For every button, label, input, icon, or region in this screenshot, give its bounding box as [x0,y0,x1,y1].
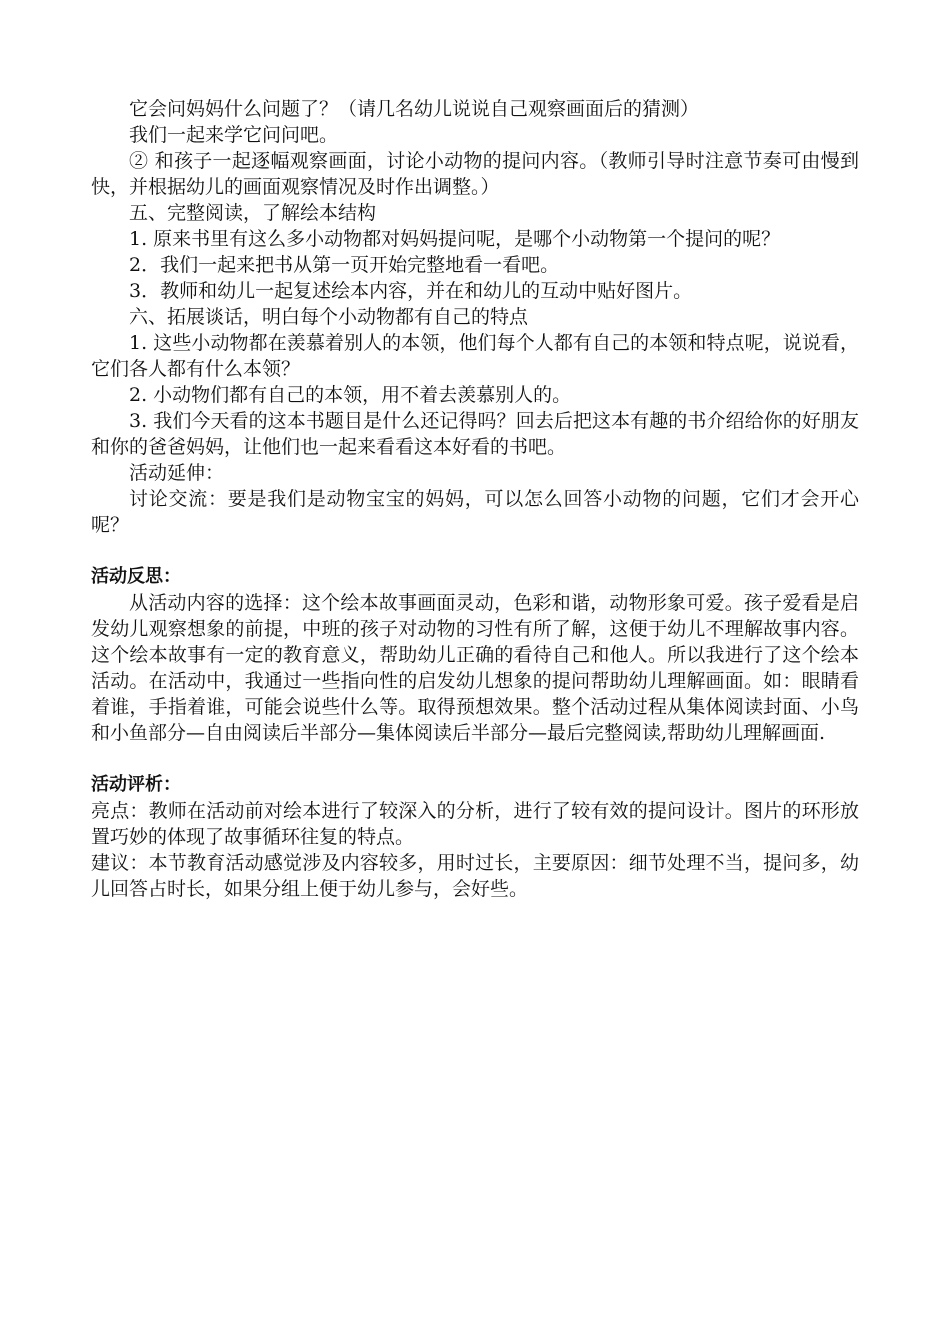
reflection-heading: 活动反思： [91,566,181,587]
spacer [91,538,859,564]
section-six-item-3: 3. 我们今天看的这本书题目是什么还记得吗？回去后把这本有趣的书介绍给你的好朋友和你的爸爸妈妈，让他们也一起来看看这本好看的书吧。 [91,410,859,458]
section-five-title: 五、完整阅读，了解绘本结构 [129,202,377,224]
paragraph-learn-together: 我们一起来学它问问吧。 [129,124,339,146]
section-six-item-1: 1. 这些小动物都在羡慕着别人的本领，他们每个人都有自己的本领和特点呢，说说看，它们各人都有什么本领？ [91,332,859,380]
evaluation-heading: 活动评析： [91,774,181,795]
section-six-item-2: 2. 小动物们都有自己的本领，用不着去羡慕别人的。 [129,384,572,406]
extension-text: 讨论交流：要是我们是动物宝宝的妈妈，可以怎么回答小动物的问题，它们才会开心呢？ [91,488,859,536]
spacer [91,746,859,772]
paragraph-question-guess: 它会问妈妈什么问题了？（请几名幼儿说说自己观察画面后的猜测） [129,98,700,120]
section-five-item-2: 2．我们一起来把书从第一页开始完整地看一看吧。 [129,254,560,276]
section-five-item-3: 3．教师和幼儿一起复述绘本内容，并在和幼儿的互动中贴好图片。 [129,280,693,302]
section-five-item-1: 1. 原来书里有这么多小动物都对妈妈提问呢，是哪个小动物第一个提问的呢？ [129,228,781,250]
evaluation-suggestions: 建议：本节教育活动感觉涉及内容较多，用时过长，主要原因：细节处理不当，提问多，幼儿回答占时长，如果分组上便于幼儿参与，会好些。 [91,852,859,900]
reflection-text: 从活动内容的选择：这个绘本故事画面灵动，色彩和谐，动物形象可爱。孩子爱看是启发幼儿观察想象的前提，中班的孩子对动物的习性有所了解，这便于幼儿不理解故事内容。这个绘本故事有一定的教育意义，帮助幼儿正确的看待自己和他人。所以我进行了这个绘本活动。在活动中，我通过一些指向性的启发幼儿想象的提问帮助幼儿理解画面。如：眼睛看着谁，手指着谁，可能会说些什么等。取得预想效果。整个活动过程从集体阅读封面、小鸟和小鱼部分—自由阅读后半部分—集体阅读后半部分—最后完整阅读,帮助幼儿理解画面. [91,592,859,744]
section-six-title: 六、拓展谈话，明白每个小动物都有自己的特点 [129,306,529,328]
paragraph-observe-pictures: ② 和孩子一起逐幅观察画面，讨论小动物的提问内容。（教师引导时注意节奏可由慢到快，并根据幼儿的画面观察情况及时作出调整。） [91,150,859,198]
extension-title: 活动延伸： [129,462,225,484]
evaluation-highlights: 亮点：教师在活动前对绘本进行了较深入的分析，进行了较有效的提问设计。图片的环形放置巧妙的体现了故事循环往复的特点。 [91,800,859,848]
document-page [91,96,859,902]
